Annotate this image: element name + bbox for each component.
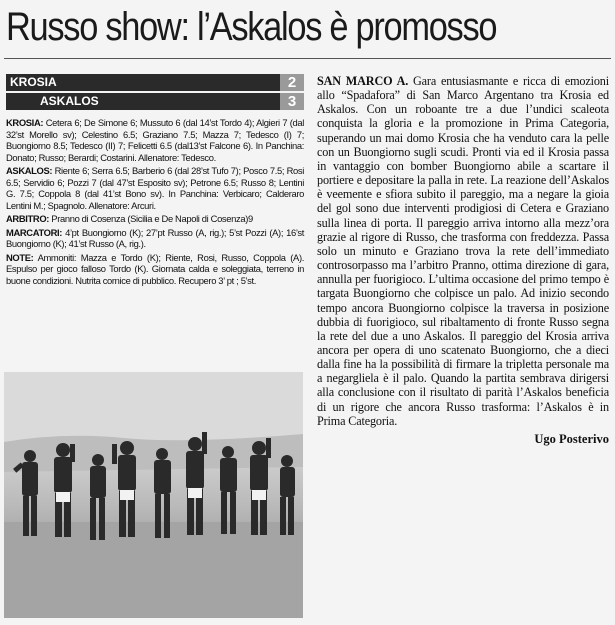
article-byline: Ugo Posterivo	[534, 431, 609, 446]
article-column	[317, 74, 609, 447]
photo-illustration	[4, 372, 303, 618]
away-team-name: ASKALOS	[40, 94, 99, 108]
note-line	[6, 252, 304, 287]
team-celebration-photo	[4, 372, 303, 618]
note-label: NOTE:	[6, 251, 34, 263]
arbitro-text: Pranno di Cosenza (Sicilia e De Napoli di Cosenza)9	[51, 213, 253, 224]
headline: Russo show: l’Askalos è promosso	[6, 5, 497, 49]
askalos-label: ASKALOS:	[6, 165, 53, 176]
note-text: Ammoniti: Mazza e Tordo (K); Riente, Rosi, Russo, Coppola (A). Espulso per gioco falloso Tordo (K). Giornata calda e soleggiata, terreno in buone condizioni. Nutrita cornice di pubblico. Recupero 3’ pt ; 5’st.	[6, 251, 304, 286]
match-box	[6, 74, 304, 288]
away-team-bar	[6, 93, 304, 110]
krosia-text: Cetera 6; De Simone 6; Mussuto 6 (dal 14’st Tordo 4); Algieri 7 (dal 32’st Morello sv); Celestino 6.5; Graziano 7.5; Mazza 7; Tedesco (I) 7; Buongiorno 8.5; Tedesco (II) 7; Felicetti 6.5 (dal13’st Falcone 6). In Panchina: Donato; Russo; Berardi; Costarini. Allenatore: Tedesco.	[6, 117, 304, 163]
krosia-label: KROSIA:	[6, 117, 44, 128]
match-info	[6, 117, 304, 286]
headline-rule	[4, 58, 611, 59]
arbitro-line	[6, 213, 304, 225]
marcatori-line	[6, 227, 304, 250]
away-team-score: 3	[280, 93, 304, 110]
marcatori-label: MARCATORI:	[6, 226, 63, 238]
marcatori-text: 4’pt Buongiorno (K); 27’pt Russo (A, rig.); 5’st Pozzi (A); 16’st Buongiorno (K); 41’st Russo (A, rig.).	[6, 226, 304, 249]
article-dateline: SAN MARCO A.	[317, 74, 409, 88]
article-body	[317, 74, 609, 428]
krosia-lineup	[6, 117, 304, 163]
askalos-text: Riente 6; Serra 6.5; Barberio 6 (dal 28’st Tufo 7); Posco 7.5; Rosi 6.5; Servidio 6; Pozzi 7 (dal 47’st Esposito sv); Petrone 6.5; Russo 8; Lentini G. 7.5; Coppola 8 (dal 41’st Bono sv). In Panchina: Verbicaro; Calderaro Lentini M.; Spagnolo. Allenatore: Arcuri.	[6, 165, 304, 211]
article-text: Gara entusiasmante e ricca di emozioni allo “Spadafora” di San Marco Argentano tra Krosia ed Askalos. Con un roboante tre a due l’undici scaleota conquista la gloria e la promozione in Prima Categoria, superando un mai domo Krosia che ha venduto cara la pelle con un Buongiorno sugli scudi. Pronti via ed il Krosia passa in vantaggio con bomber Buongiorno abile a scartare il portiere e depositare la palla in rete. La reazione dell’Askalos è veemente e sfiora subito il pareggio, ma a negare la gioia del gol sono due interventi prodigiosi di Cetera e Graziano sulla linea di porta. Il pareggio arriva intorno alla mezz’ora grazie al rigore di Russo, che trasforma con freddezza. Passa solo un minuto e Graziano trova la rete dell’immediato controsorpasso ma l’arbitro Pranno, ottima direzione di gara, annulla per fuorigioco. L’ultima occasione del primo tempo è targata Buongiorno che colpisce un palo. Ad inizio secondo tempo ancora Buongiorno colpisce la traversa in posizione dubbia di fuorigioco, sul ribaltamento di fronte Russo segna la rete del due a uno Askalos. Il pareggio del Krosia arriva ancora per opera di uno scatenato Buongiorno, che a dieci dalla fine ha la possibilità di firmare la tripletta personale ma a negargliela è il palo. Quando la partita sembrava dirigersi alla conclusione con il risultato di parità l’Askalos beneficia di un rigore che ancora Russo trasforma: l’Askalos è in Prima Categoria.	[317, 74, 609, 428]
askalos-lineup	[6, 165, 304, 211]
arbitro-label: ARBITRO:	[6, 213, 50, 224]
home-team-score: 2	[280, 74, 304, 91]
home-team-bar	[6, 74, 304, 91]
home-team-name: KROSIA	[10, 75, 57, 89]
